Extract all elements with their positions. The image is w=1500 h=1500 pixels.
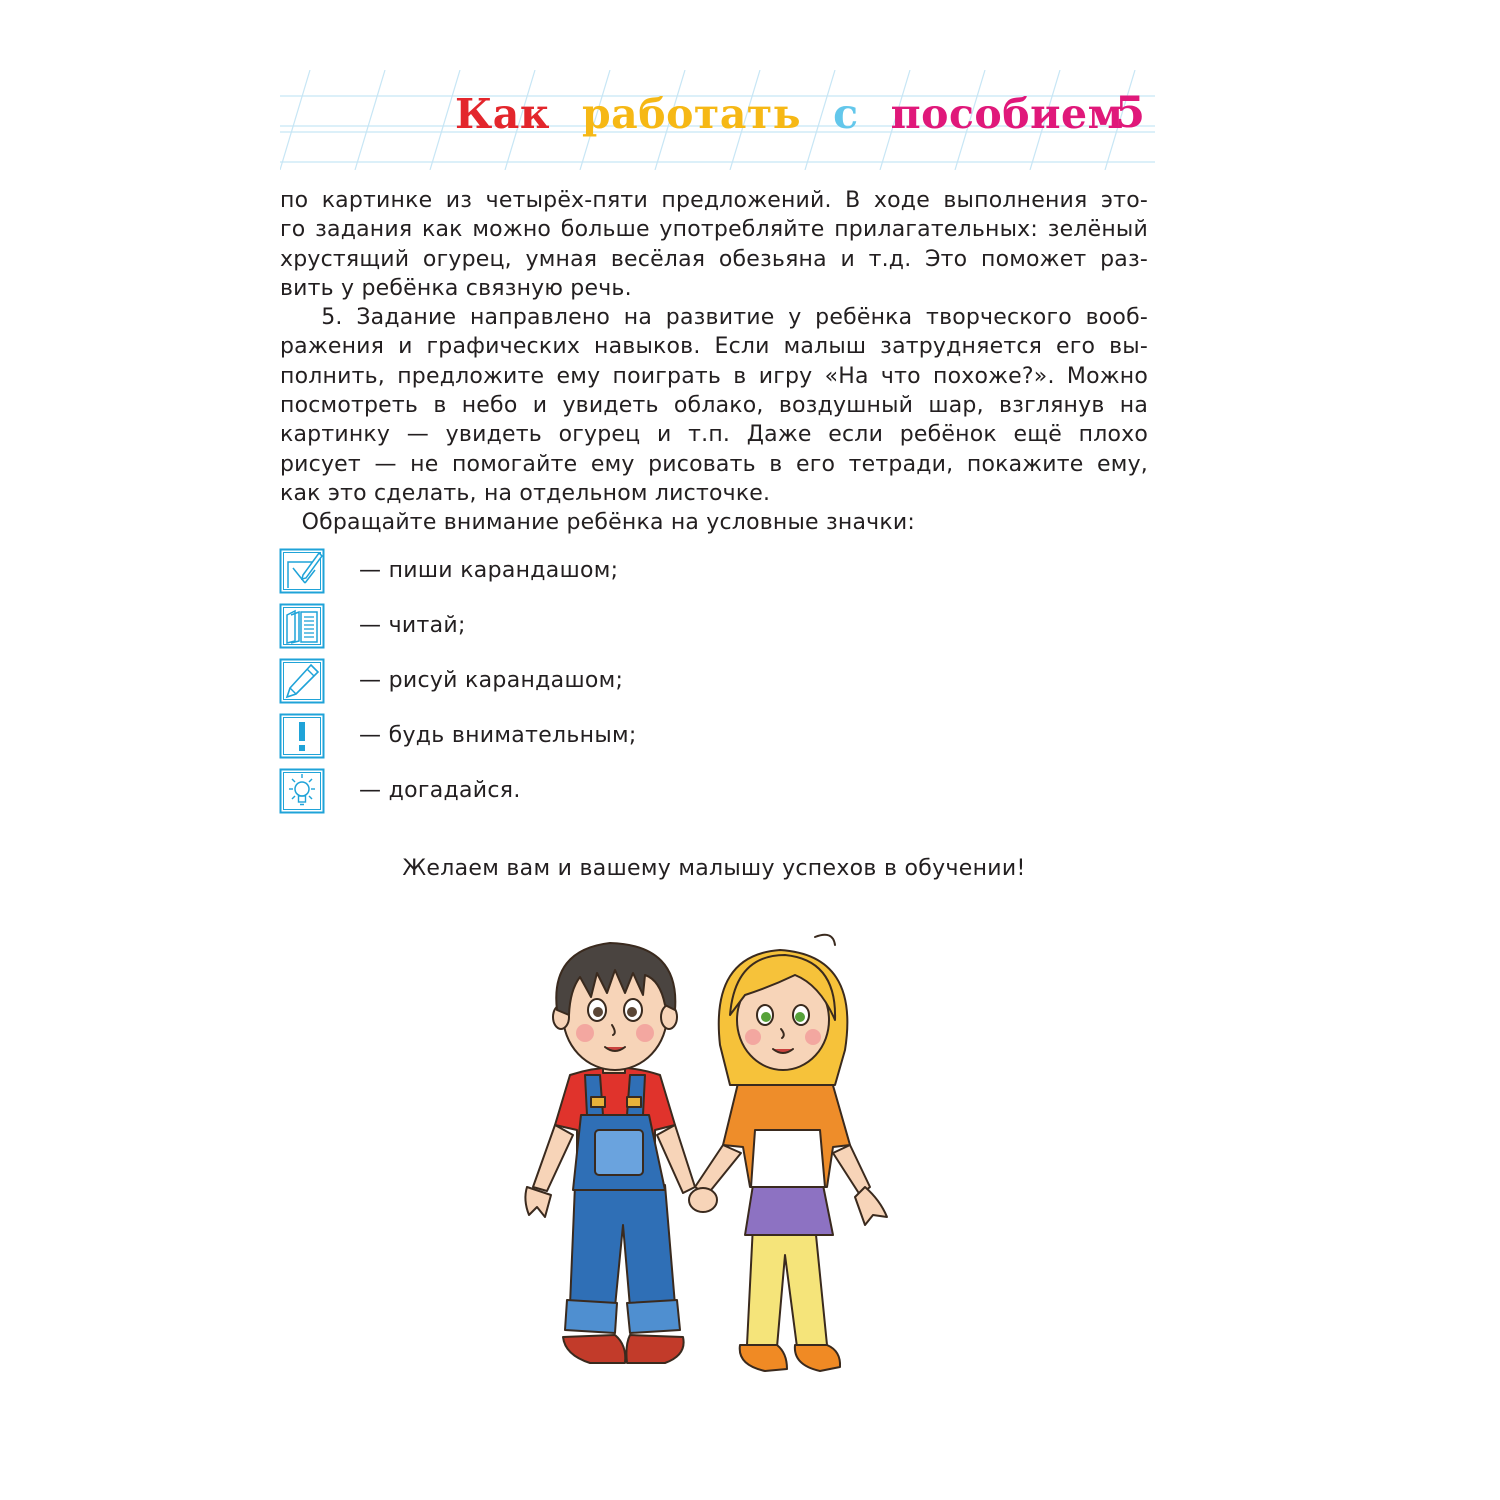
title-word: Как	[455, 90, 550, 138]
text-line: картинку — увидеть огурец и т.п. Даже если ребёнок ещё плохо	[280, 422, 1148, 448]
title-word: пособием	[890, 90, 1124, 138]
page-header	[280, 70, 1155, 170]
page-number: 5	[1115, 88, 1145, 138]
legend-label: — догадайся.	[359, 778, 521, 803]
attention-exclamation-icon	[279, 713, 325, 759]
legend-label: — будь внимательным;	[359, 723, 637, 748]
body-text	[280, 186, 1148, 538]
text-line: по картинке из четырёх-пяти предложений. В ходе выполнения это-	[280, 188, 1148, 213]
lightbulb-guess-icon	[279, 768, 325, 814]
text-line: ражения и графических навыков. Если малыш затрудняется его вы-	[280, 334, 1148, 360]
text-line: Обращайте внимание ребёнка на условные значки:	[280, 510, 915, 536]
legend-label: — пиши карандашом;	[359, 558, 619, 583]
title-word: с	[833, 90, 859, 138]
text-line: хрустящий огурец, умная весёлая обезьяна и т.д. Это поможет раз-	[280, 246, 1148, 272]
text-line: полнить, предложите ему поиграть в игру «На что похоже?». Можно	[280, 363, 1148, 389]
text-line: как это сделать, на отдельном листочке.	[280, 480, 771, 506]
closing-wish: Желаем вам и вашему малышу успехов в обучении!	[402, 856, 1026, 881]
text-line: рисует — не помогайте ему рисовать в его тетради, покажите ему,	[280, 451, 1148, 477]
title-word: работать	[581, 90, 802, 138]
read-book-icon	[279, 603, 325, 649]
text-line: го задания как можно больше употребляйте прилагательных: зелёный	[280, 217, 1148, 243]
children-illustration	[515, 925, 905, 1395]
legend-label: — рисуй карандашом;	[359, 668, 624, 693]
legend-label: — читай;	[359, 613, 466, 638]
text-line: вить у ребёнка связную речь.	[280, 275, 632, 301]
write-with-pencil-icon	[279, 548, 325, 594]
draw-with-pencil-icon	[279, 658, 325, 704]
text-line: посмотреть в небо и увидеть облако, воздушный шар, взглянув на	[280, 393, 1148, 419]
text-line: 5. Задание направлено на развитие у ребёнка творческого вооб-	[280, 305, 1148, 331]
page-title	[455, 90, 1124, 138]
